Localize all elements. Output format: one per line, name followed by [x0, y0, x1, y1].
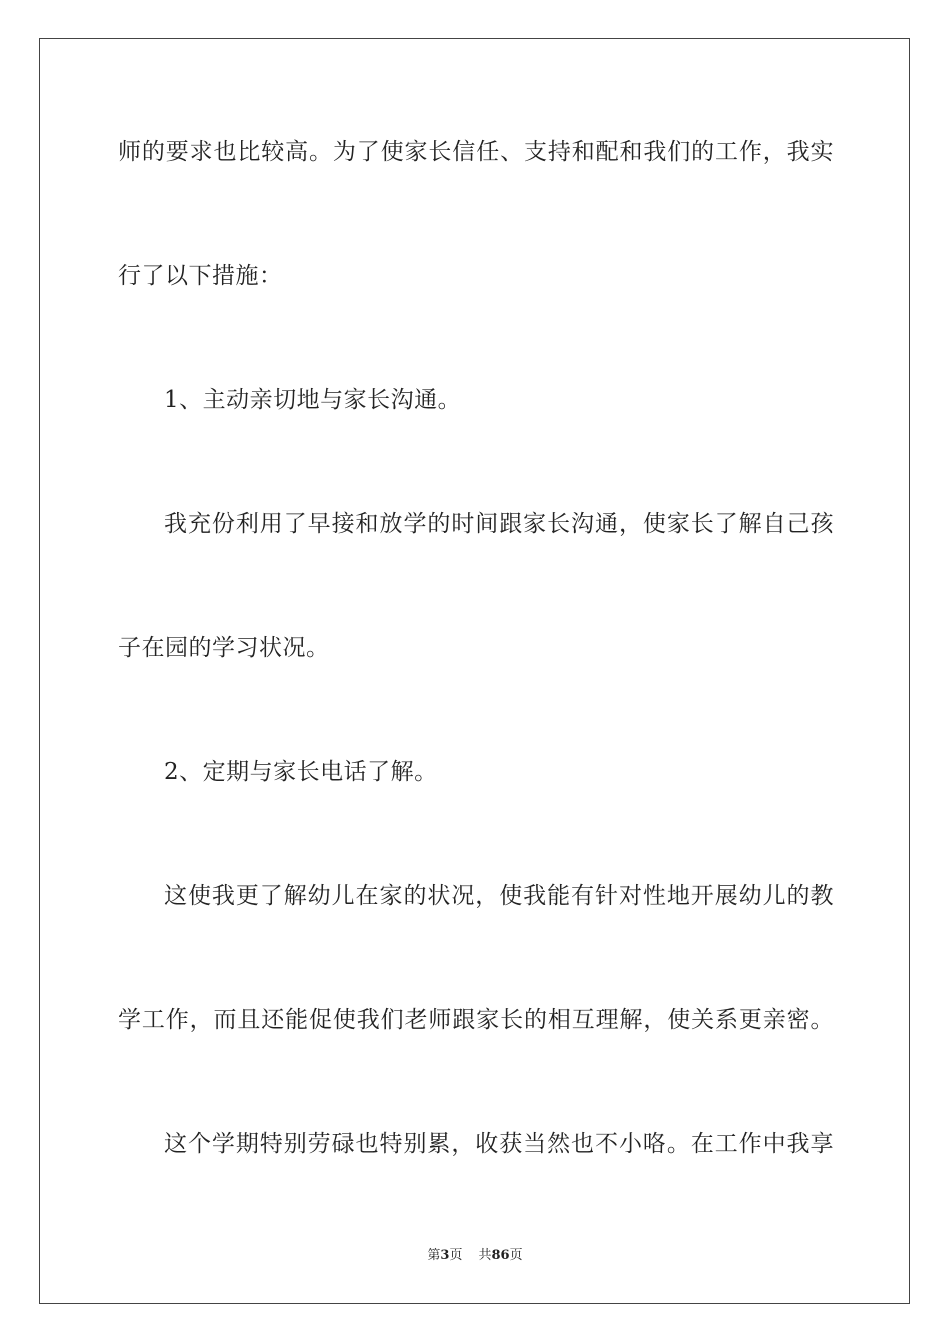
page-number: 3 [440, 1248, 450, 1263]
total-prefix: 共 [478, 1248, 492, 1263]
page-frame [39, 38, 910, 1304]
list-item-heading-1: 1、主动亲切地与家长沟通。 [164, 387, 462, 413]
text-line-7: 这使我更了解幼儿在家的状况，使我能有针对性地开展幼儿的教 [164, 883, 834, 909]
page-suffix: 页 [449, 1248, 463, 1263]
list-item-heading-2: 2、定期与家长电话了解。 [164, 759, 438, 785]
text-line-1: 师的要求也比较高。为了使家长信任、支持和配和我们的工作，我实 [118, 139, 834, 165]
text-line-8: 学工作，而且还能促使我们老师跟家长的相互理解，使关系更亲密。 [118, 1007, 834, 1033]
total-pages: 86 [491, 1248, 510, 1263]
text-line-5: 子在园的学习状况。 [118, 635, 330, 661]
total-suffix: 页 [509, 1248, 523, 1263]
page-prefix: 第 [427, 1248, 441, 1263]
text-line-9: 这个学期特别劳碌也特别累，收获当然也不小咯。在工作中我享 [164, 1131, 834, 1157]
page-footer [0, 1247, 950, 1265]
text-line-2: 行了以下措施： [118, 263, 283, 289]
text-line-4: 我充份利用了早接和放学的时间跟家长沟通，使家长了解自己孩 [164, 511, 834, 537]
